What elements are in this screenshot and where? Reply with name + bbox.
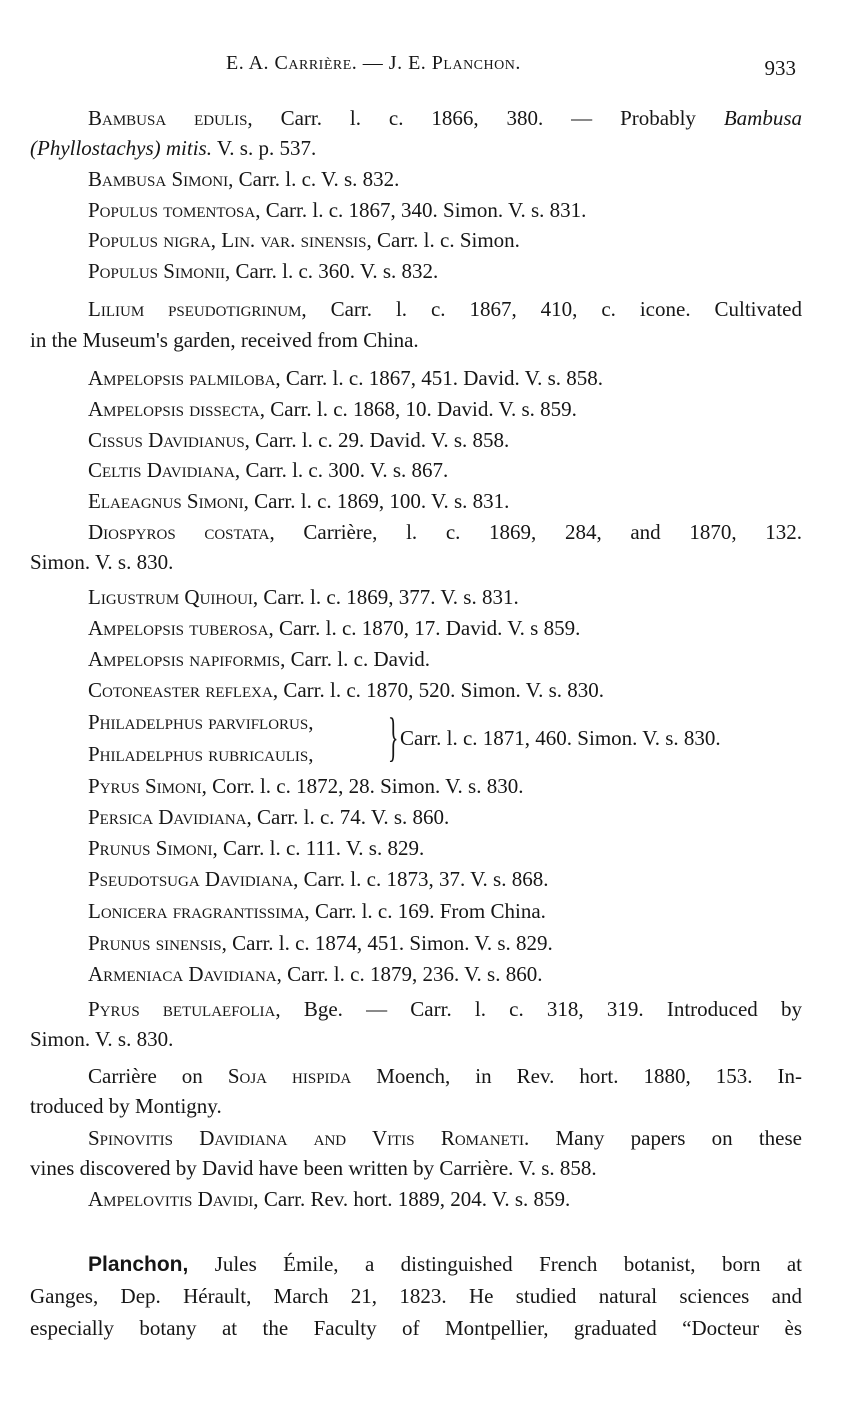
entry-ampelovitis <box>30 1185 802 1214</box>
entry-prunus-sinensis <box>30 929 802 958</box>
citation: Carr. l. c. 1873, 37. V. s. 868. <box>298 867 549 891</box>
citation: Carr. l. c. 1866, 380. — Probably <box>252 106 724 130</box>
entry-persica <box>30 803 802 832</box>
citation: Many papers on these <box>529 1126 802 1150</box>
species-name: Populus nigra, Lin. var. sinensis, <box>88 228 372 252</box>
species-name: Lilium pseudotigrinum, <box>88 297 307 321</box>
species-name: Ampelopsis dissecta, <box>88 397 265 421</box>
entry-cissus <box>30 426 802 455</box>
entry-armeniaca <box>30 960 802 989</box>
citation: troduced by Montigny. <box>30 1094 222 1118</box>
biography-line <box>30 1282 802 1311</box>
species-name: Prunus Simoni, <box>88 836 218 860</box>
entry-populus-nigra <box>30 226 802 255</box>
species-name: Ampelopsis tuberosa, <box>88 616 274 640</box>
species-name: Ampelopsis palmiloba, <box>88 366 281 390</box>
species-name: Bambusa edulis, <box>88 106 253 130</box>
entry-ampelopsis-napiformis <box>30 645 802 674</box>
citation: vines discovered by David have been written by Carrière. V. s. 858. <box>30 1156 597 1180</box>
citation: Carr. l. c. 1868, 10. David. V. s. 859. <box>265 397 577 421</box>
species-name: Elaeagnus Simoni, <box>88 489 249 513</box>
species-name: Persica Davidiana, <box>88 805 252 829</box>
species-name: Philadelphus parviflorus, <box>88 710 314 734</box>
citation: Simon. V. s. 830. <box>30 550 174 574</box>
citation: Carr. l. c. 1869, 100. V. s. 831. <box>248 489 510 513</box>
citation: Carr. l. c. 1867, 451. David. V. s. 858. <box>280 366 604 390</box>
citation: Carr. l. c. Simon. <box>371 228 520 252</box>
entry-soja <box>30 1062 802 1091</box>
citation: Carr. l. c. 29. David. V. s. 858. <box>249 428 510 452</box>
italic-name: (Phyllostachys) mitis. <box>30 136 212 160</box>
entry-lonicera <box>30 897 802 926</box>
citation: Carr. l. c. 1869, 377. V. s. 831. <box>258 585 519 609</box>
species-name: Pseudotsuga Davidiana, <box>88 867 299 891</box>
entry-cotoneaster <box>30 676 802 705</box>
entry-continuation <box>30 326 802 355</box>
species-name: Pyrus Simoni, <box>88 774 207 798</box>
biography-text: Ganges, Dep. Hérault, March 21, 1823. He studied natural sciences and <box>30 1284 802 1308</box>
entry-continuation <box>30 1154 802 1183</box>
species-name: Cotoneaster reflexa, <box>88 678 279 702</box>
citation: Carr. l. c. 169. From China. <box>309 899 546 923</box>
entry-pyrus-simoni <box>30 772 802 801</box>
entry-pyrus-betulaefolia <box>30 995 802 1024</box>
entry-bambusa-edulis <box>30 104 802 133</box>
entry-elaeagnus <box>30 487 802 516</box>
biography-name: Planchon, <box>88 1253 189 1276</box>
entry-continuation <box>30 134 802 163</box>
species-name: Bambusa Simoni, <box>88 167 234 191</box>
species-name: Lonicera fragrantissima, <box>88 899 310 923</box>
entry-populus-simonii <box>30 257 802 286</box>
entry-continuation <box>30 1092 802 1121</box>
species-name: Ligustrum Quihoui, <box>88 585 259 609</box>
species-name: Spinovitis Davidiana and Vitis Romaneti. <box>88 1126 530 1150</box>
citation: Carr. l. c. David. <box>285 647 431 671</box>
biography-text: especially botany at the Faculty of Montpellier, graduated “Docteur ès <box>30 1316 802 1340</box>
citation: Carr. l. c. 1879, 236. V. s. 860. <box>281 962 543 986</box>
species-name: Celtis Davidiana, <box>88 458 241 482</box>
page-header <box>30 52 802 86</box>
species-name: Prunus sinensis, <box>88 931 227 955</box>
citation: Carr. l. c. 111. V. s. 829. <box>217 836 425 860</box>
species-name: Philadelphus rubricaulis, <box>88 742 314 766</box>
citation: Carr. l. c. 1870, 520. Simon. V. s. 830. <box>278 678 604 702</box>
citation: Simon. V. s. 830. <box>30 1027 174 1051</box>
entry-philadelphus-group <box>88 706 802 770</box>
citation: Carr. l. c. 1874, 451. Simon. V. s. 829. <box>226 931 553 955</box>
entry-diospyros <box>30 518 802 547</box>
citation: Carr. Rev. hort. 1889, 204. V. s. 859. <box>258 1187 571 1211</box>
running-head: E. A. Carrière. — J. E. Planchon. <box>226 52 521 74</box>
entry-lilium <box>30 295 802 324</box>
citation: Carr. l. c. V. s. 832. <box>233 167 400 191</box>
entry-pseudotsuga <box>30 865 802 894</box>
citation: Corr. l. c. 1872, 28. Simon. V. s. 830. <box>206 774 524 798</box>
entry-bambusa-simoni <box>30 165 802 194</box>
citation: Carr. l. c. 1870, 17. David. V. s 859. <box>273 616 581 640</box>
species-name: Populus Simonii, <box>88 259 231 283</box>
citation: Carr. l. c. 1867, 340. Simon. V. s. 831. <box>260 198 587 222</box>
biography-paragraph <box>30 1250 802 1279</box>
entry-continuation <box>30 1025 802 1054</box>
entry-spinovitis <box>30 1124 802 1153</box>
citation: Carr. l. c. 360. V. s. 832. <box>230 259 439 283</box>
entry-prunus-simoni <box>30 834 802 863</box>
citation: in the Museum's garden, received from China. <box>30 328 419 352</box>
citation: Carrière, l. c. 1869, 284, and 1870, 132. <box>274 520 803 544</box>
species-name: Ampelovitis Davidi, <box>88 1187 259 1211</box>
citation: Bge. — Carr. l. c. 318, 319. Introduced by <box>280 997 802 1021</box>
citation: Carr. l. c. 1867, 410, c. icone. Cultivated <box>306 297 802 321</box>
citation: V. s. p. 537. <box>211 136 317 160</box>
entry-continuation <box>30 548 802 577</box>
entry-celtis <box>30 456 802 485</box>
page-number: 933 <box>764 56 796 80</box>
entry-populus-tomentosa <box>30 196 802 225</box>
bracketed-names <box>88 706 314 770</box>
italic-name: Bambusa <box>723 106 802 130</box>
species-name: Diospyros costata, <box>88 520 275 544</box>
species-name: Pyrus betulaefolia, <box>88 997 281 1021</box>
species-name: Cissus Davidianus, <box>88 428 250 452</box>
species-name: Ampelopsis napiformis, <box>88 647 286 671</box>
entry-ampelopsis-tuberosa <box>30 614 802 643</box>
citation: Carr. l. c. 74. V. s. 860. <box>251 805 450 829</box>
citation-prefix: Carrière on <box>88 1064 228 1088</box>
citation: Carr. l. c. 1871, 460. Simon. V. s. 830. <box>400 726 721 750</box>
species-name: Armeniaca Davidiana, <box>88 962 282 986</box>
entry-ligustrum <box>30 583 802 612</box>
entry-ampelopsis-dissecta <box>30 395 802 424</box>
citation: Moench, in Rev. hort. 1880, 153. In- <box>351 1064 802 1088</box>
biography-text: Jules Émile, a distinguished French botanist, born at <box>188 1252 802 1276</box>
entry-ampelopsis-palmiloba <box>30 364 802 393</box>
citation: Carr. l. c. 300. V. s. 867. <box>240 458 449 482</box>
brace-symbol: } <box>388 707 399 767</box>
species-name: Populus tomentosa, <box>88 198 261 222</box>
species-name: Soja hispida <box>227 1064 352 1088</box>
biography-line <box>30 1314 802 1343</box>
